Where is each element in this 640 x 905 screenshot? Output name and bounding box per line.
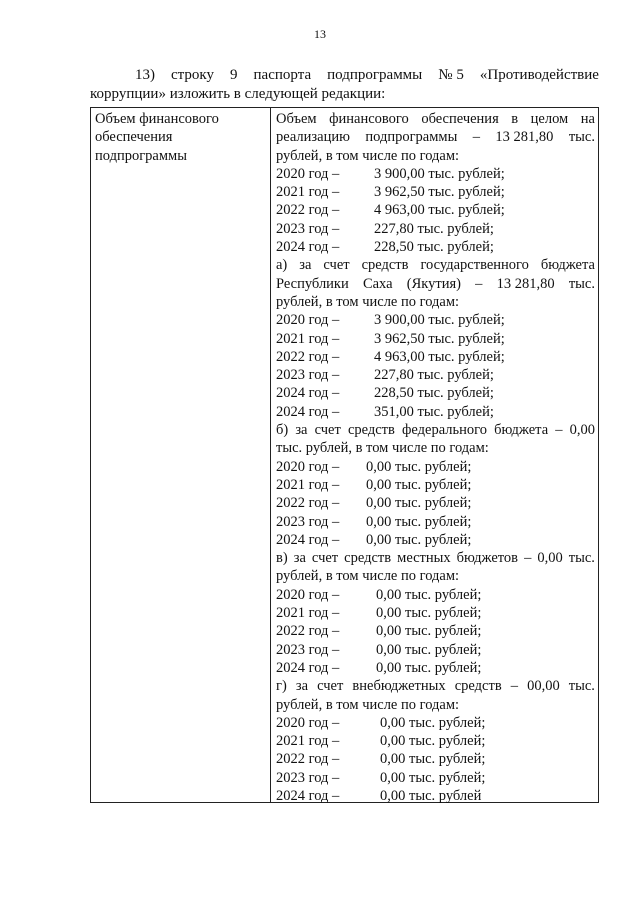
year-label: 2021 год –	[276, 733, 340, 750]
intro-line-2: коррупции» изложить в следующей редакции:	[90, 86, 386, 102]
federal-line-1	[276, 421, 595, 439]
word: –	[555, 422, 563, 439]
word: 0,00	[537, 550, 563, 567]
word: тыс.	[568, 678, 595, 695]
year-label: 2023 год –	[276, 769, 340, 786]
year-amount: 0,00 тыс. рублей;	[376, 623, 482, 640]
year-row	[276, 220, 595, 238]
word: б)	[276, 422, 289, 439]
total-line-3: рублей, в том числе по годам:	[276, 147, 460, 164]
page-number: 13	[314, 27, 326, 41]
intro-word: 13)	[135, 67, 155, 83]
year-row	[276, 165, 595, 183]
year-label: 2020 год –	[276, 165, 340, 182]
year-row	[276, 750, 595, 768]
year-label: 2023 год –	[276, 367, 340, 384]
year-amount: 0,00 тыс. рублей;	[376, 659, 482, 676]
year-row	[276, 494, 595, 512]
word: местных	[397, 550, 451, 567]
word: средств	[454, 678, 502, 695]
word: –	[510, 678, 518, 695]
label-line: Объем финансового	[95, 111, 219, 127]
year-amount: 227,80 тыс. рублей;	[374, 367, 494, 384]
financing-table	[90, 107, 599, 803]
year-amount: 0,00 тыс. рублей;	[376, 641, 482, 658]
year-row	[276, 732, 595, 750]
word: за	[293, 550, 306, 567]
year-label: 2024 год –	[276, 531, 340, 548]
year-row	[276, 641, 595, 659]
word: бюджета	[494, 422, 549, 439]
year-amount: 0,00 тыс. рублей;	[380, 751, 486, 768]
extra-line-2: рублей, в том числе по годам:	[276, 696, 460, 713]
year-amount: 0,00 тыс. рублей;	[380, 769, 486, 786]
word: в	[511, 111, 519, 127]
year-amount: 4 963,00 тыс. рублей;	[374, 348, 505, 365]
year-row	[276, 366, 595, 384]
word: 13 281,80	[496, 275, 555, 292]
year-label: 2022 год –	[276, 348, 340, 365]
year-label: 2024 год –	[276, 659, 340, 676]
intro-word: 9	[230, 67, 238, 83]
word: целом	[530, 111, 569, 127]
word: на	[580, 111, 595, 127]
year-amount: 0,00 тыс. рублей;	[380, 733, 486, 750]
word: средств	[347, 422, 395, 439]
word: обеспечения	[421, 111, 499, 127]
year-label: 2022 год –	[276, 202, 340, 219]
word: бюджетов	[456, 550, 519, 567]
year-amount: 0,00 тыс. рублей;	[376, 605, 482, 622]
year-label: 2021 год –	[276, 605, 340, 622]
word: бюджета	[540, 257, 595, 274]
local-line-1	[276, 549, 595, 567]
intro-word: паспорта	[253, 67, 312, 83]
word: Республики	[276, 275, 349, 292]
word: финансового	[329, 111, 409, 127]
year-amount: 3 962,50 тыс. рублей;	[374, 330, 505, 347]
local-line-2: рублей, в том числе по годам:	[276, 568, 460, 585]
word: подпрограммы	[365, 129, 458, 146]
year-label: 2020 год –	[276, 714, 340, 731]
word: тыс.	[568, 275, 595, 292]
year-amount: 0,00 тыс. рублей;	[366, 458, 472, 475]
state-line-2	[276, 275, 595, 293]
word: счет	[323, 257, 350, 274]
word: за	[299, 257, 312, 274]
year-label: 2022 год –	[276, 495, 340, 512]
year-amount: 0,00 тыс. рублей	[380, 787, 482, 804]
year-label: 2021 год –	[276, 184, 340, 201]
year-row	[276, 531, 595, 549]
word: средств	[344, 550, 392, 567]
word: тыс.	[568, 550, 595, 567]
year-row	[276, 476, 595, 494]
intro-word: подпрограммы	[327, 67, 423, 83]
word: за	[295, 678, 309, 695]
word: 0,00	[569, 422, 595, 439]
word: 13 281,80	[495, 129, 554, 146]
year-row	[276, 769, 595, 787]
year-amount: 0,00 тыс. рублей;	[366, 513, 472, 530]
federal-line-2: тыс. рублей, в том числе по годам:	[276, 440, 489, 457]
year-amount: 227,80 тыс. рублей;	[374, 220, 494, 237]
state-line-1	[276, 256, 595, 274]
word: 00,00	[527, 678, 560, 695]
year-label: 2022 год –	[276, 623, 340, 640]
state-line-3: рублей, в том числе по годам:	[276, 293, 460, 310]
year-row	[276, 201, 595, 219]
year-row	[276, 238, 595, 256]
year-row	[276, 330, 595, 348]
year-row	[276, 348, 595, 366]
word: Саха	[362, 275, 393, 292]
year-label: 2023 год –	[276, 641, 340, 658]
year-label: 2021 год –	[276, 330, 340, 347]
year-row	[276, 513, 595, 531]
word: за	[295, 422, 308, 439]
total-line-1	[276, 110, 595, 128]
year-row	[276, 622, 595, 640]
word: г)	[276, 678, 287, 695]
year-amount: 0,00 тыс. рублей;	[366, 476, 472, 493]
word: в)	[276, 550, 288, 567]
label-line: подпрограммы	[95, 147, 187, 164]
year-amount: 0,00 тыс. рублей;	[376, 586, 482, 603]
label-line: обеспечения	[95, 129, 173, 146]
year-label: 2024 год –	[276, 239, 340, 256]
word: тыс.	[568, 129, 595, 146]
year-row	[276, 787, 595, 805]
intro-paragraph	[90, 66, 599, 104]
year-row	[276, 659, 595, 677]
year-label: 2021 год –	[276, 476, 340, 493]
table-label-cell	[91, 108, 271, 802]
total-line-2	[276, 128, 595, 146]
word: счет	[314, 422, 341, 439]
word: внебюджетных	[352, 678, 446, 695]
word: а)	[276, 257, 288, 274]
year-row	[276, 183, 595, 201]
year-row	[276, 384, 595, 402]
year-amount: 0,00 тыс. рублей;	[366, 531, 472, 548]
year-row	[276, 403, 595, 421]
year-amount: 228,50 тыс. рублей;	[374, 239, 494, 256]
year-label: 2020 год –	[276, 458, 340, 475]
word: (Якутия)	[406, 275, 461, 292]
year-label: 2023 год –	[276, 220, 340, 237]
intro-word: «Противодействие	[479, 67, 599, 83]
year-label: 2024 год –	[276, 787, 340, 804]
year-label: 2020 год –	[276, 312, 340, 329]
intro-word: № 5	[438, 67, 464, 83]
intro-line-1	[90, 66, 599, 85]
year-label: 2020 год –	[276, 586, 340, 603]
year-row	[276, 586, 595, 604]
word: государственного	[420, 257, 529, 274]
year-row	[276, 714, 595, 732]
intro-word: строку	[171, 67, 214, 83]
word: счет	[311, 550, 339, 567]
table-content-cell	[271, 108, 598, 802]
year-row	[276, 311, 595, 329]
year-amount: 0,00 тыс. рублей;	[380, 714, 486, 731]
year-amount: 228,50 тыс. рублей;	[374, 385, 494, 402]
year-amount: 351,00 тыс. рублей;	[374, 403, 494, 420]
word: средств	[361, 257, 409, 274]
word: федерального	[401, 422, 487, 439]
word: –	[475, 275, 483, 292]
year-amount: 3 900,00 тыс. рублей;	[374, 312, 505, 329]
word: счет	[317, 678, 344, 695]
year-row	[276, 458, 595, 476]
extra-line-1	[276, 677, 595, 695]
word: Объем	[276, 111, 317, 127]
year-row	[276, 604, 595, 622]
year-label: 2024 год –	[276, 385, 340, 402]
word: –	[472, 129, 480, 146]
year-amount: 4 963,00 тыс. рублей;	[374, 202, 505, 219]
year-amount: 3 962,50 тыс. рублей;	[374, 184, 505, 201]
year-amount: 3 900,00 тыс. рублей;	[374, 165, 505, 182]
year-amount: 0,00 тыс. рублей;	[366, 495, 472, 512]
year-label: 2022 год –	[276, 751, 340, 768]
word: –	[524, 550, 532, 567]
year-label: 2024 год –	[276, 403, 340, 420]
word: реализацию	[276, 129, 350, 146]
year-label: 2023 год –	[276, 513, 340, 530]
